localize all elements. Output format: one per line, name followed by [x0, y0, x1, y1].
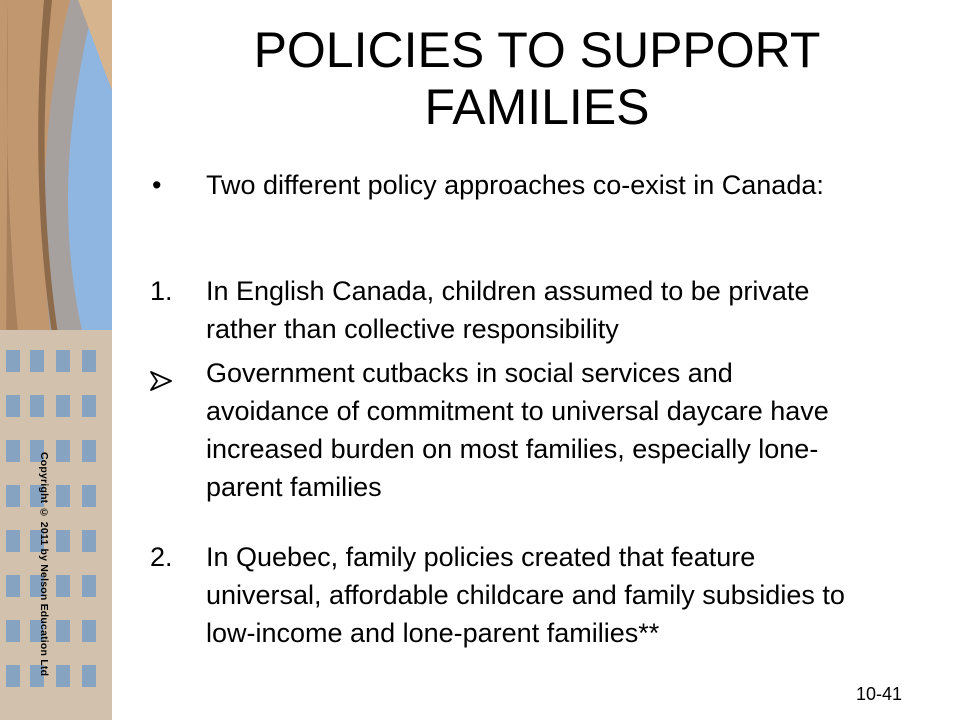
building-photo: [0, 0, 112, 720]
slide-title: [150, 22, 924, 136]
copyright-text: Copyright © 2011 by Nelson Education Ltd: [38, 452, 50, 677]
bullet-item: [150, 166, 850, 204]
arrow-item: [150, 354, 850, 506]
arrow-item-text: Government cutbacks in social services and avoidance of commitment to universal daycare have increased burden on most families, especially lone-parent families: [206, 358, 829, 502]
page-number: 10-41: [856, 684, 903, 704]
numbered-item-1-text: In English Canada, children assumed to be private rather than collective responsibility: [206, 276, 810, 344]
numbered-item-2: [150, 538, 850, 652]
title-line-1: POLICIES TO SUPPORT: [253, 22, 821, 78]
bullet-marker: •: [152, 170, 162, 200]
number-marker-2: 2.: [150, 542, 173, 572]
numbered-item-1: [150, 272, 850, 348]
bullet-text: Two different policy approaches co-exist in Canada:: [206, 170, 824, 200]
arrow-bullet-icon: [150, 363, 172, 401]
title-line-2: FAMILIES: [424, 79, 650, 135]
numbered-item-2-text: In Quebec, family policies created that feature universal, affordable childcare and family subsidies to low-income and lone-parent families**: [206, 542, 845, 648]
number-marker-1: 1.: [150, 276, 173, 306]
